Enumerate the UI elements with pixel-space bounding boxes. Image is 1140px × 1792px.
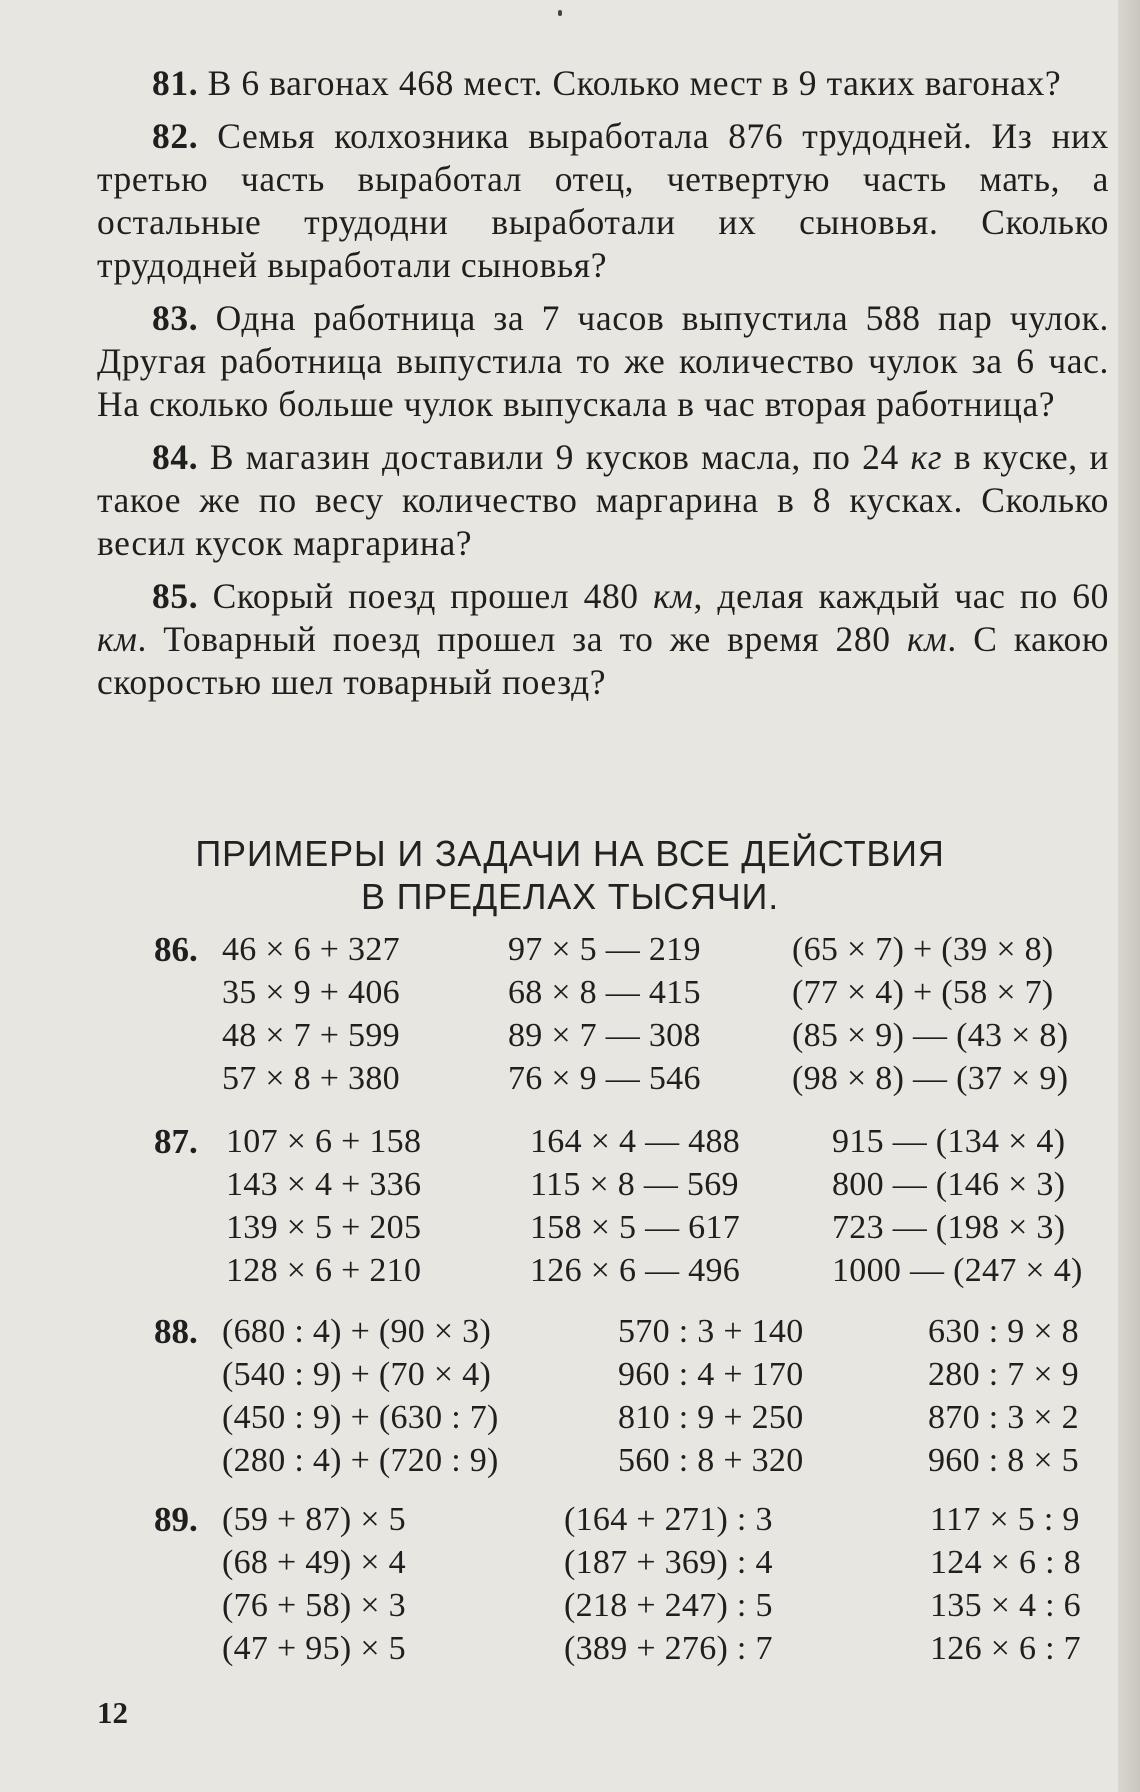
exercise-row [0,1310,1140,1353]
exercise-number: 88. [154,1312,198,1351]
expression: 48 × 7 + 599 [222,1017,400,1054]
problem-text: Одна работница за 7 часов выпустила 588 пар чулок. Другая работница выпустила то же количество чулок за 6 час. На сколько больше чулок выпускала в час вторая работница? [97,298,1109,424]
expression: (65 × 7) + (39 × 8) [792,931,1054,968]
unit-km: км [97,619,138,659]
expression: (47 + 95) × 5 [222,1630,406,1667]
problem-number: 82. [152,116,199,156]
expression: 810 : 9 + 250 [618,1399,804,1436]
problem-84 [97,436,1109,565]
exercise-row [0,1014,1140,1057]
expression: 57 × 8 + 380 [222,1060,400,1097]
heading-line-1: ПРИМЕРЫ И ЗАДАЧИ НА ВСЕ ДЕЙСТВИЯ [195,833,945,874]
exercise-row [0,1163,1140,1206]
problem-text: , делая каждый час по 60 [693,576,1109,616]
expression: 128 × 6 + 210 [226,1252,422,1289]
problem-number: 81. [152,63,199,103]
expression: (76 + 58) × 3 [222,1587,406,1624]
expression: 89 × 7 — 308 [508,1017,701,1054]
exercise-row [0,1353,1140,1396]
expression: 107 × 6 + 158 [226,1123,422,1160]
exercise-row [0,1584,1140,1627]
expression: 139 × 5 + 205 [226,1209,422,1246]
expression: 117 × 5 : 9 [930,1501,1080,1538]
problem-85 [97,575,1109,704]
expression: 570 : 3 + 140 [618,1313,804,1350]
unit-kg: кг [910,437,943,477]
expression: 46 × 6 + 327 [222,931,400,968]
section-heading [0,832,1140,918]
expression: (68 + 49) × 4 [222,1544,406,1581]
exercise-row [0,928,1140,971]
problem-81 [97,62,1109,105]
problem-text: Скорый поезд прошел 480 [212,576,654,616]
problem-text: в куске, и такое же по весу количество маргарина в 8 кусках. Сколько весил кусок маргарина? [97,437,1109,563]
expression: (218 + 247) : 5 [564,1587,773,1624]
expression: 960 : 4 + 170 [618,1356,804,1393]
expression: 800 — (146 × 3) [832,1166,1066,1203]
problem-83 [97,297,1109,426]
exercise-number: 89. [154,1500,198,1539]
exercise-row [0,1541,1140,1584]
problem-number: 84. [152,437,199,477]
expression: (389 + 276) : 7 [564,1630,773,1667]
expression: 280 : 7 × 9 [928,1356,1079,1393]
exercise-row [0,1249,1140,1292]
heading-line-2: В ПРЕДЕЛАХ ТЫСЯЧИ. [360,876,780,917]
expression: 960 : 8 × 5 [928,1442,1079,1479]
expression: 126 × 6 : 7 [930,1630,1081,1667]
expression: 723 — (198 × 3) [832,1209,1066,1246]
expression: 35 × 9 + 406 [222,974,400,1011]
expression: 115 × 8 — 569 [530,1166,739,1203]
exercise-row [0,1206,1140,1249]
expression: 870 : 3 × 2 [928,1399,1079,1436]
expression: 143 × 4 + 336 [226,1166,422,1203]
problem-text: В 6 вагонах 468 мест. Сколько мест в 9 таких вагонах? [207,63,1062,103]
exercise-row [0,1439,1140,1482]
expression: 158 × 5 — 617 [530,1209,741,1246]
problem-text: . С какою скоростью шел товарный поезд? [97,619,1109,702]
expression: 1000 — (247 × 4) [832,1252,1083,1289]
problem-text: Семья колхозника выработала 876 трудодней. Из них третью часть выработал отец, четвертую часть мать, а остальные трудодни выработали их сыновья. Сколько трудодней выработали сыновья? [97,116,1109,285]
expression: 164 × 4 — 488 [530,1123,741,1160]
problem-number: 85. [152,576,199,616]
expression: (77 × 4) + (58 × 7) [792,974,1054,1011]
exercise-number: 87. [154,1122,198,1161]
expression: 126 × 6 — 496 [530,1252,741,1289]
unit-km: км [906,619,948,659]
ink-dot [558,10,562,16]
expression: (540 : 9) + (70 × 4) [222,1356,492,1393]
expression: (59 + 87) × 5 [222,1501,406,1538]
unit-km: км [653,576,694,616]
expression: 124 × 6 : 8 [930,1544,1081,1581]
exercise-row [0,1498,1140,1541]
problem-82 [97,115,1109,287]
expression: (680 : 4) + (90 × 3) [222,1313,492,1350]
problem-text: В магазин доставили 9 кусков масла, по 24 [209,437,911,477]
expression: (85 × 9) — (43 × 8) [792,1017,1069,1054]
exercise-row [0,1120,1140,1163]
expression: 97 × 5 — 219 [508,931,701,968]
expression: 915 — (134 × 4) [832,1123,1066,1160]
expression: 68 × 8 — 415 [508,974,701,1011]
word-problems [97,62,1109,714]
exercise-row [0,971,1140,1014]
page-number: 12 [97,1695,128,1730]
problem-text: . Товарный поезд прошел за то же время 280 [137,619,907,659]
problem-number: 83. [152,298,199,338]
exercise-row [0,1057,1140,1100]
exercise-number: 86. [154,930,198,969]
exercise-row [0,1627,1140,1670]
exercise-row [0,1396,1140,1439]
expression: 76 × 9 — 546 [508,1060,701,1097]
expression: (280 : 4) + (720 : 9) [222,1442,499,1479]
expression: (98 × 8) — (37 × 9) [792,1060,1069,1097]
expression: (187 + 369) : 4 [564,1544,773,1581]
expression: 135 × 4 : 6 [930,1587,1081,1624]
expression: 560 : 8 + 320 [618,1442,804,1479]
expression: (164 + 271) : 3 [564,1501,773,1538]
expression: (450 : 9) + (630 : 7) [222,1399,499,1436]
expression: 630 : 9 × 8 [928,1313,1079,1350]
